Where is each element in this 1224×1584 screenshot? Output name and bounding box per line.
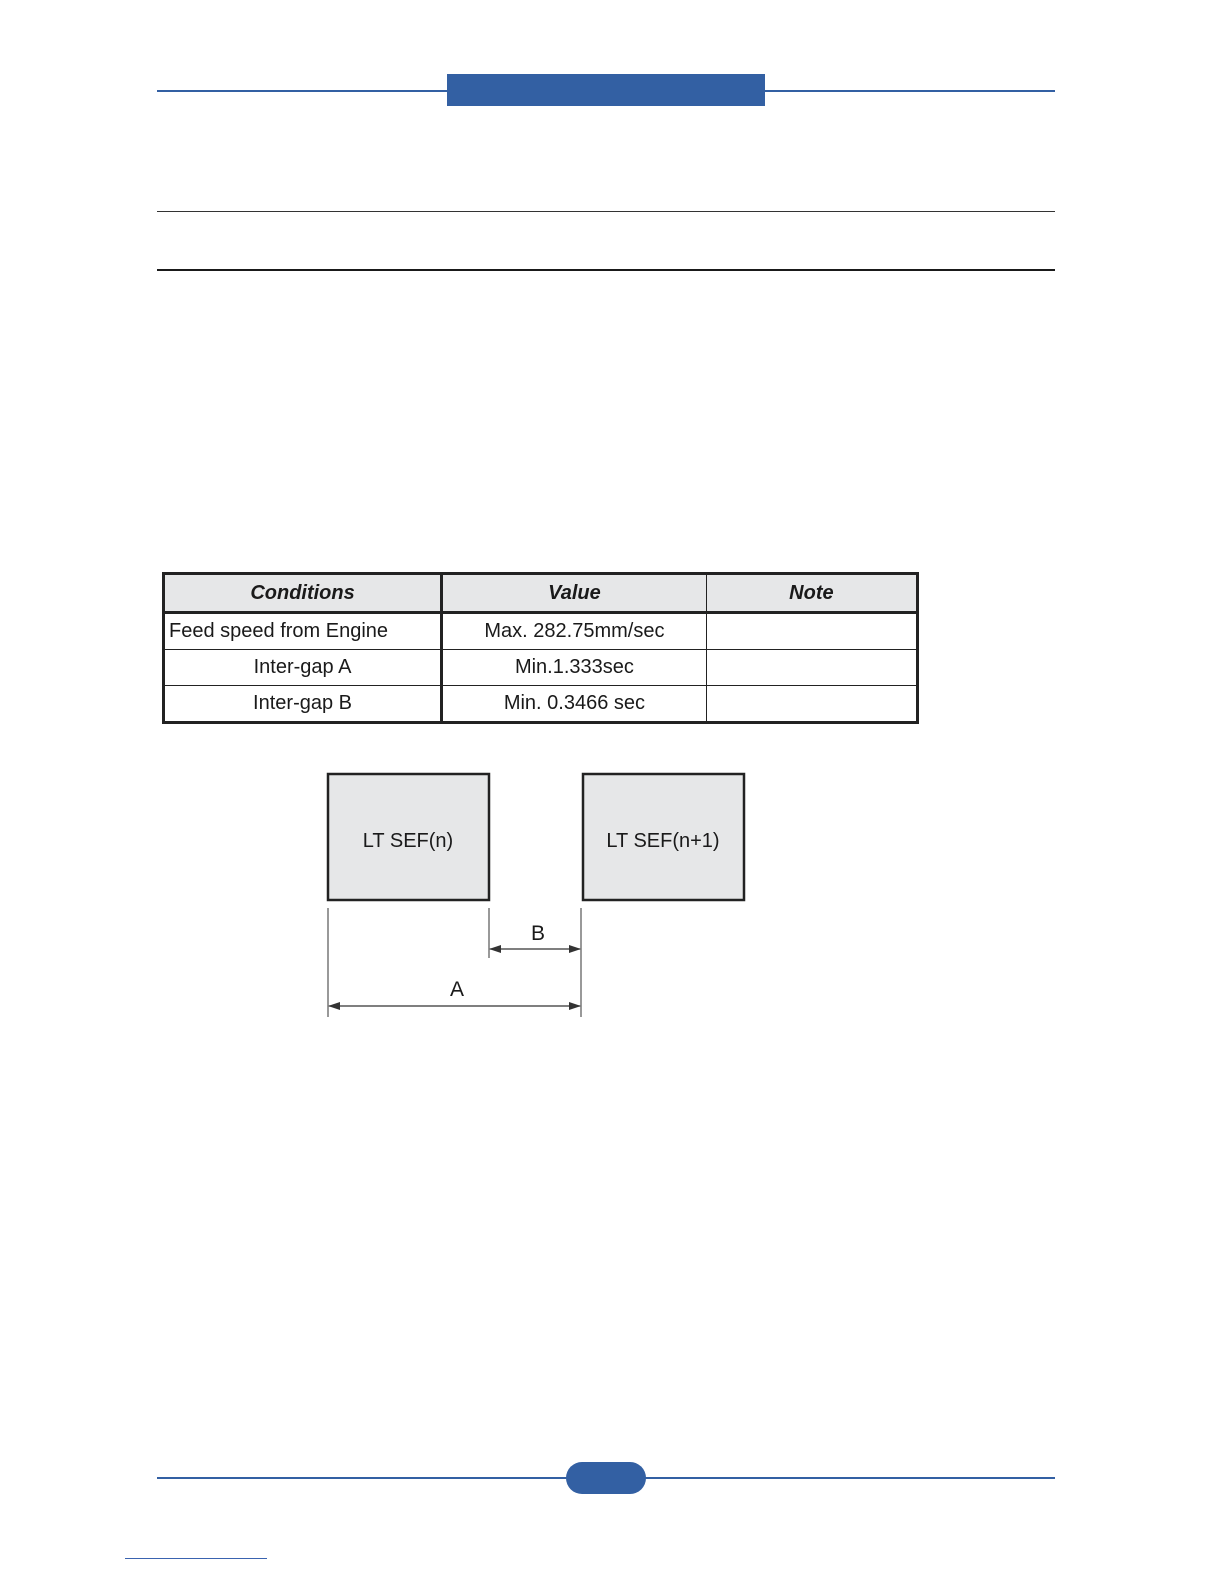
inter-gap-diagram (300, 765, 780, 1030)
value-cell: Max. 282.75mm/sec (442, 613, 707, 650)
value-cell: Min.1.333sec (442, 650, 707, 686)
page-number-badge (566, 1462, 646, 1494)
note-cell (706, 686, 917, 723)
feed-spec-table (162, 572, 919, 724)
inter-gap-diagram-svg (300, 765, 780, 1030)
column-header-conditions: Conditions (164, 574, 442, 613)
table-header-row (164, 574, 918, 613)
condition-cell: Feed speed from Engine (164, 613, 442, 650)
column-header-value: Value (442, 574, 707, 613)
note-cell (706, 650, 917, 686)
sheet-n1-label: LT SEF(n+1) (606, 830, 720, 852)
condition-cell: Inter-gap B (164, 686, 442, 723)
condition-cell: Inter-gap A (164, 650, 442, 686)
table-row (164, 686, 918, 723)
value-cell: Min. 0.3466 sec (442, 686, 707, 723)
sheet-n-label: LT SEF(n) (362, 830, 454, 852)
note-cell (706, 613, 917, 650)
column-header-note: Note (706, 574, 917, 613)
section-title-bottom-rule (157, 269, 1055, 271)
dimension-b-label: B (530, 922, 546, 945)
section-title-top-rule (157, 211, 1055, 212)
dimension-a-label: A (449, 978, 465, 1001)
table-row (164, 650, 918, 686)
header-tab (447, 74, 765, 106)
bottom-link-underline[interactable] (125, 1558, 267, 1559)
table-row (164, 613, 918, 650)
